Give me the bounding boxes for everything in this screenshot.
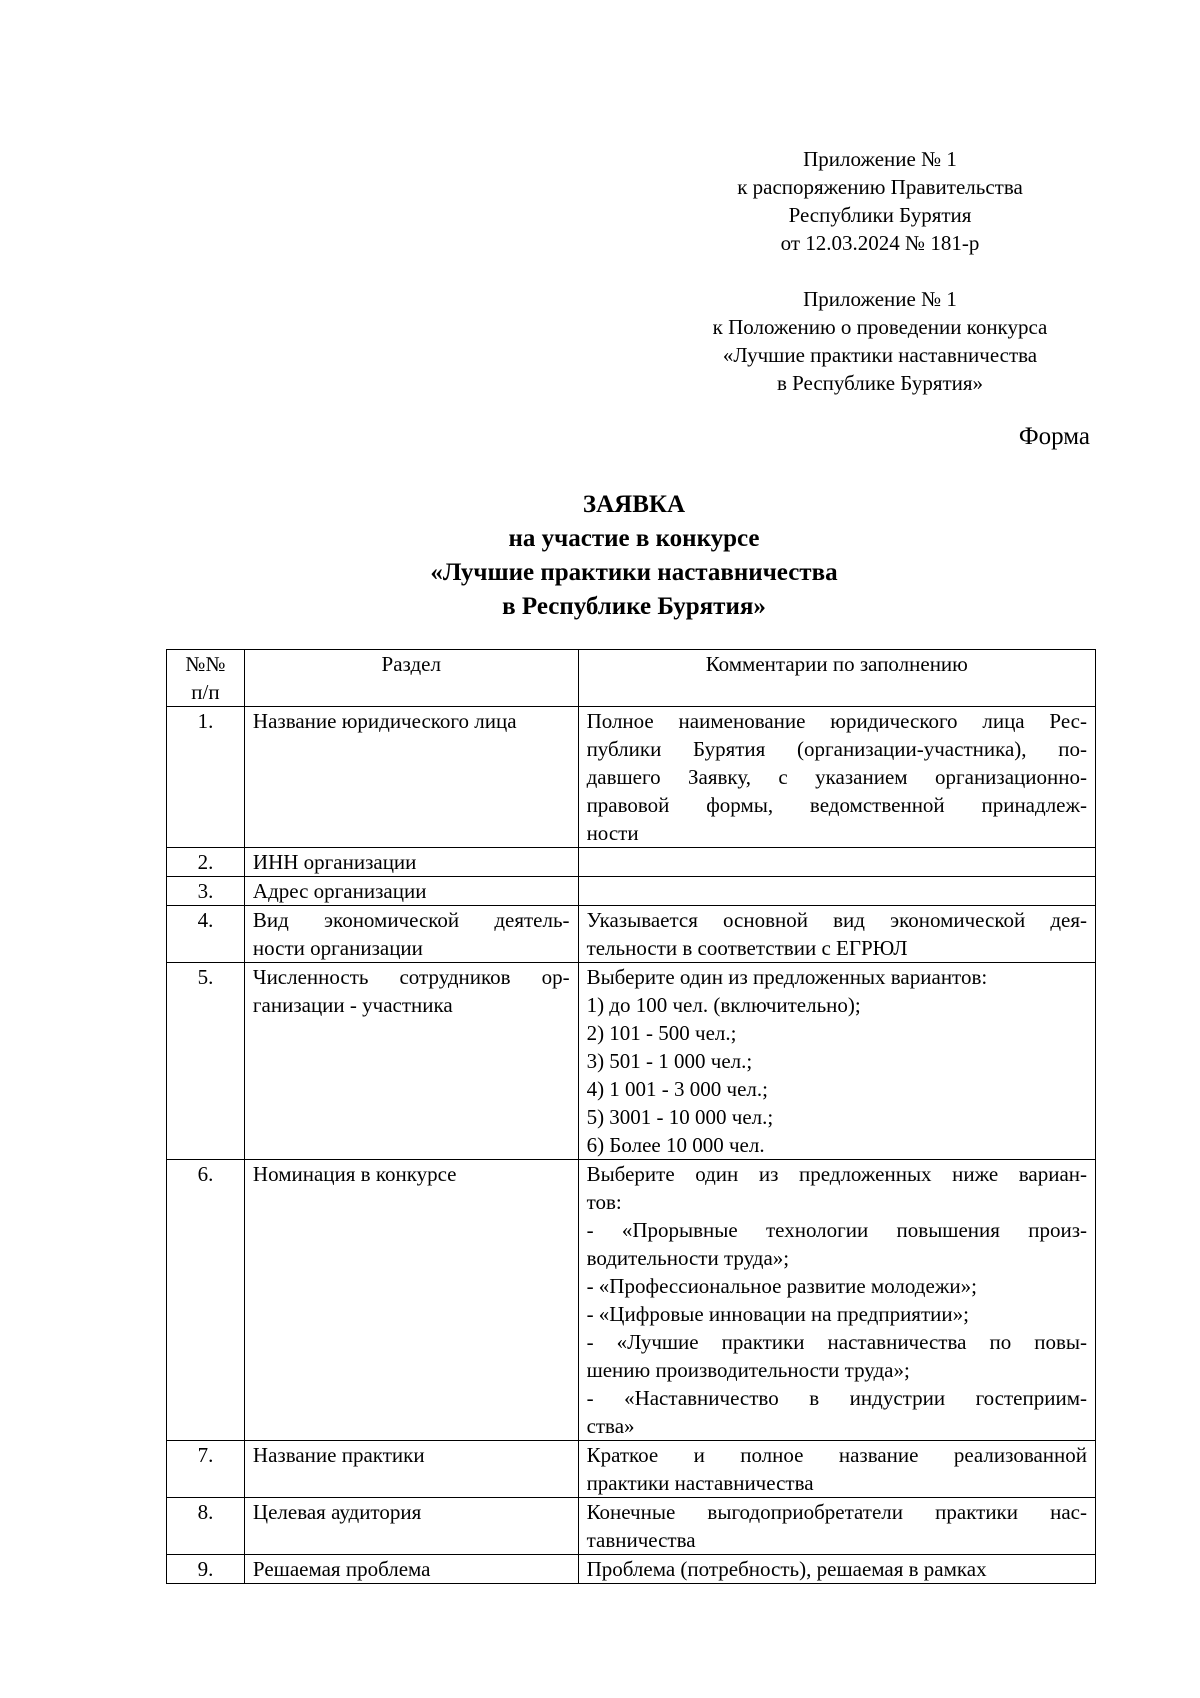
table-row bbox=[167, 707, 1096, 848]
document-title bbox=[0, 488, 1200, 624]
row-comment bbox=[578, 707, 1095, 848]
row-comment bbox=[578, 1555, 1095, 1584]
comment-line: ности bbox=[586, 821, 639, 845]
row-number: 7. bbox=[167, 1441, 245, 1498]
row-comment bbox=[578, 1160, 1095, 1441]
row-comment bbox=[578, 1441, 1095, 1498]
row-section bbox=[244, 707, 578, 848]
title-line: в Республике Бурятия» bbox=[502, 593, 766, 620]
appendix-header-1 bbox=[660, 145, 1100, 257]
table-header-row bbox=[167, 650, 1096, 707]
table-row bbox=[167, 1498, 1096, 1555]
appendix-2-line: «Лучшие практики наставничества bbox=[722, 343, 1038, 367]
row-comment bbox=[578, 963, 1095, 1160]
section-line: Название юридического лица bbox=[252, 709, 517, 733]
comment-line: водительности труда»; bbox=[586, 1246, 790, 1270]
title-line: «Лучшие практики наставничества bbox=[430, 559, 838, 586]
comment-line: Выберите один из предложенных ниже вариан- bbox=[586, 1162, 1087, 1186]
comment-line: 1) до 100 чел. (включительно); bbox=[586, 993, 861, 1017]
comment-line: 6) Более 10 000 чел. bbox=[586, 1133, 765, 1157]
row-section bbox=[244, 1160, 578, 1441]
section-line: Адрес организации bbox=[252, 879, 427, 903]
header-section: Раздел bbox=[244, 650, 578, 707]
row-number: 1. bbox=[167, 707, 245, 848]
comment-line: - «Наставничество в индустрии гостеприим- bbox=[586, 1386, 1087, 1410]
row-comment bbox=[578, 1498, 1095, 1555]
appendix-2-line: Приложение № 1 bbox=[803, 287, 957, 311]
section-line: ИНН организации bbox=[252, 850, 417, 874]
appendix-2-line: к Положению о проведении конкурса bbox=[712, 315, 1048, 339]
comment-line: Указывается основной вид экономической дея- bbox=[586, 908, 1087, 932]
comment-line: давшего Заявку, с указанием организационно- bbox=[586, 765, 1087, 789]
title-line: на участие в конкурсе bbox=[508, 525, 760, 552]
comment-line: практики наставничества bbox=[586, 1471, 814, 1495]
comment-line: Проблема (потребность), решаемая в рамках bbox=[586, 1557, 987, 1581]
table-row bbox=[167, 877, 1096, 906]
comment-line: тов: bbox=[586, 1190, 622, 1214]
appendix-1-line: к распоряжению Правительства bbox=[737, 175, 1023, 199]
section-line: Численность сотрудников ор- bbox=[252, 965, 570, 989]
comment-line: правовой формы, ведомственной принадлеж- bbox=[586, 793, 1087, 817]
row-number: 8. bbox=[167, 1498, 245, 1555]
comment-line: ства» bbox=[586, 1414, 635, 1438]
comment-line: 5) 3001 - 10 000 чел.; bbox=[586, 1105, 774, 1129]
comment-line: 3) 501 - 1 000 чел.; bbox=[586, 1049, 753, 1073]
comment-line: Конечные выгодоприобретатели практики нас- bbox=[586, 1500, 1087, 1524]
form-label: Форма bbox=[1018, 423, 1090, 450]
comment-line: публики Бурятия (организации-участника), по- bbox=[586, 737, 1087, 761]
row-number: 9. bbox=[167, 1555, 245, 1584]
row-section bbox=[244, 877, 578, 906]
table-row bbox=[167, 848, 1096, 877]
table-row bbox=[167, 963, 1096, 1160]
row-section bbox=[244, 848, 578, 877]
section-line: Целевая аудитория bbox=[252, 1500, 422, 1524]
title-line: ЗАЯВКА bbox=[582, 491, 686, 518]
application-table bbox=[166, 649, 1096, 1584]
appendix-1-line: Республики Бурятия bbox=[788, 203, 972, 227]
section-line: Номинация в конкурсе bbox=[252, 1162, 457, 1186]
comment-line: Краткое и полное название реализованной bbox=[586, 1443, 1087, 1467]
table-row bbox=[167, 1555, 1096, 1584]
appendix-1-line: от 12.03.2024 № 181-р bbox=[780, 231, 980, 255]
comment-line: 4) 1 001 - 3 000 чел.; bbox=[586, 1077, 768, 1101]
comment-line: Выберите один из предложенных вариантов: bbox=[586, 965, 988, 989]
row-number: 5. bbox=[167, 963, 245, 1160]
table-row bbox=[167, 906, 1096, 963]
row-section bbox=[244, 906, 578, 963]
comment-line: - «Цифровые инновации на предприятии»; bbox=[586, 1302, 969, 1326]
row-comment bbox=[578, 906, 1095, 963]
comment-line: тавничества bbox=[586, 1528, 696, 1552]
header-comments: Комментарии по заполнению bbox=[578, 650, 1095, 707]
row-section bbox=[244, 1441, 578, 1498]
row-comment bbox=[578, 848, 1095, 877]
comment-line: тельности в соответствии с ЕГРЮЛ bbox=[586, 936, 908, 960]
row-section bbox=[244, 1555, 578, 1584]
comment-line: - «Профессиональное развитие молодежи»; bbox=[586, 1274, 977, 1298]
appendix-header-2 bbox=[660, 285, 1100, 397]
row-number: 4. bbox=[167, 906, 245, 963]
section-line: Название практики bbox=[252, 1443, 425, 1467]
header-number-line: п/п bbox=[191, 680, 220, 704]
section-line: ганизации - участника bbox=[252, 993, 453, 1017]
row-section bbox=[244, 963, 578, 1160]
comment-line: шению производительности труда»; bbox=[586, 1358, 910, 1382]
row-section bbox=[244, 1498, 578, 1555]
row-number: 3. bbox=[167, 877, 245, 906]
row-number: 2. bbox=[167, 848, 245, 877]
appendix-2-line: в Республике Бурятия» bbox=[776, 371, 984, 395]
header-number bbox=[167, 650, 245, 707]
header-number-line: №№ bbox=[185, 652, 226, 676]
row-comment bbox=[578, 877, 1095, 906]
comment-line: - «Лучшие практики наставничества по повы- bbox=[586, 1330, 1087, 1354]
row-number: 6. bbox=[167, 1160, 245, 1441]
comment-line: Полное наименование юридического лица Рес- bbox=[586, 709, 1087, 733]
comment-line: - «Прорывные технологии повышения произ- bbox=[586, 1218, 1087, 1242]
section-line: Решаемая проблема bbox=[252, 1557, 431, 1581]
table-row bbox=[167, 1160, 1096, 1441]
table-body bbox=[167, 707, 1096, 1584]
section-line: Вид экономической деятель- bbox=[252, 908, 570, 932]
appendix-1-line: Приложение № 1 bbox=[803, 147, 957, 171]
section-line: ности организации bbox=[252, 936, 423, 960]
table-row bbox=[167, 1441, 1096, 1498]
comment-line: 2) 101 - 500 чел.; bbox=[586, 1021, 737, 1045]
